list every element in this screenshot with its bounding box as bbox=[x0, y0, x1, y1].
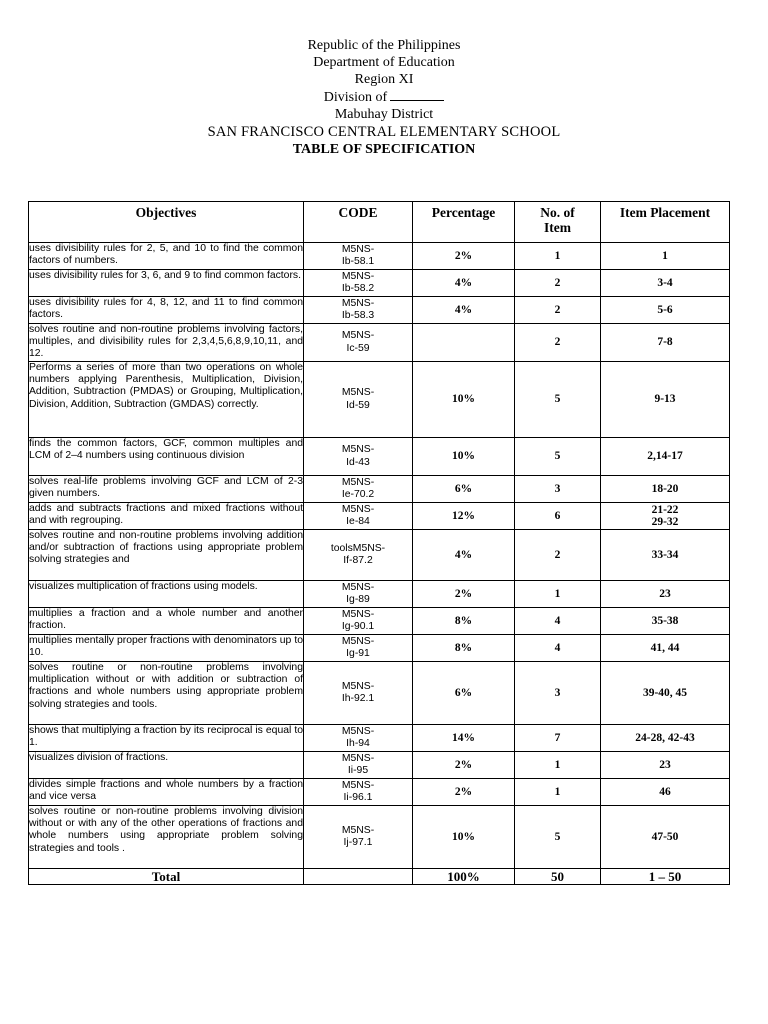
objective-cell: solves routine or non-routine problems involving division without or with any of the other operations of fractions and whole numbers using appropriate problem solving strategies and tools . bbox=[29, 806, 304, 869]
placement-line: 23 bbox=[659, 587, 671, 600]
item-count-cell: 4 bbox=[515, 635, 601, 662]
table-row bbox=[29, 806, 730, 869]
percentage-cell: 4% bbox=[413, 270, 515, 297]
item-placement-cell bbox=[601, 438, 730, 476]
item-placement-cell bbox=[601, 476, 730, 503]
item-count-cell: 3 bbox=[515, 476, 601, 503]
code-line: Ig-89 bbox=[346, 594, 370, 605]
placement-line: 33-34 bbox=[651, 548, 679, 561]
objective-cell: uses divisibility rules for 2, 5, and 10 to find the common factors of numbers. bbox=[29, 243, 304, 270]
code-line: Ib-58.2 bbox=[341, 283, 375, 294]
code-line: M5NS- bbox=[341, 387, 375, 399]
placement-line: 41, 44 bbox=[650, 641, 680, 654]
code-line: M5NS- bbox=[341, 608, 375, 620]
col-header-item-placement: Item Placement bbox=[601, 202, 730, 243]
table-row bbox=[29, 608, 730, 635]
table-row bbox=[29, 725, 730, 752]
objective-cell: shows that multiplying a fraction by its reciprocal is equal to 1. bbox=[29, 725, 304, 752]
item-placement-cell bbox=[601, 530, 730, 581]
school-name: SAN FRANCISCO CENTRAL ELEMENTARY SCHOOL bbox=[207, 123, 561, 140]
code-line: Ie-70.2 bbox=[341, 489, 375, 500]
placement-line: 2,14-17 bbox=[647, 450, 683, 463]
code-line: Ig-90.1 bbox=[341, 621, 375, 632]
division-line bbox=[0, 88, 768, 107]
code-cell bbox=[304, 297, 413, 324]
code-line: If-87.2 bbox=[343, 555, 373, 566]
table-row bbox=[29, 243, 730, 270]
percentage-cell: 2% bbox=[413, 243, 515, 270]
objective-cell: uses divisibility rules for 3, 6, and 9 to find common factors. bbox=[29, 270, 304, 297]
percentage-cell: 4% bbox=[413, 297, 515, 324]
item-placement-cell bbox=[601, 362, 730, 438]
item-placement-cell bbox=[601, 324, 730, 362]
objective-cell: solves real-life problems involving GCF and LCM of 2-3 given numbers. bbox=[29, 476, 304, 503]
objective-cell: multiplies mentally proper fractions with denominators up to 10. bbox=[29, 635, 304, 662]
code-cell bbox=[304, 725, 413, 752]
code-line: M5NS- bbox=[341, 503, 375, 515]
placement-line: 46 bbox=[659, 785, 671, 798]
table-row bbox=[29, 324, 730, 362]
code-line: Ih-92.1 bbox=[341, 693, 375, 704]
table-row bbox=[29, 635, 730, 662]
placement-line: 1 bbox=[662, 249, 668, 262]
placement-line: 35-38 bbox=[651, 614, 679, 627]
placement-line: 29-32 bbox=[651, 516, 679, 528]
code-line: M5NS- bbox=[341, 635, 375, 647]
code-line: M5NS- bbox=[341, 243, 375, 255]
item-count-cell: 2 bbox=[515, 324, 601, 362]
objective-cell: visualizes multiplication of fractions using models. bbox=[29, 581, 304, 608]
total-row bbox=[29, 869, 730, 885]
objective-cell: solves routine and non-routine problems involving addition and/or subtraction of fractions using appropriate problem solving strategies and bbox=[29, 530, 304, 581]
code-cell bbox=[304, 476, 413, 503]
table-row bbox=[29, 779, 730, 806]
col-header-code: CODE bbox=[304, 202, 413, 243]
item-count-cell: 2 bbox=[515, 530, 601, 581]
item-count-cell: 1 bbox=[515, 752, 601, 779]
percentage-cell: 2% bbox=[413, 752, 515, 779]
item-placement-cell bbox=[601, 270, 730, 297]
item-placement-cell bbox=[601, 779, 730, 806]
document-title: TABLE OF SPECIFICATION bbox=[292, 141, 476, 157]
percentage-cell: 8% bbox=[413, 608, 515, 635]
code-cell bbox=[304, 779, 413, 806]
code-line: Ij-97.1 bbox=[343, 837, 373, 848]
placement-line: 3-4 bbox=[657, 276, 673, 289]
code-line: M5NS- bbox=[341, 725, 375, 737]
code-cell bbox=[304, 608, 413, 635]
table-body bbox=[29, 243, 730, 869]
division-blank bbox=[390, 88, 444, 101]
code-line: Ii-96.1 bbox=[343, 792, 373, 803]
percentage-cell: 2% bbox=[413, 581, 515, 608]
percentage-cell: 6% bbox=[413, 662, 515, 725]
table-row bbox=[29, 662, 730, 725]
placement-line: 18-20 bbox=[651, 482, 679, 495]
code-cell bbox=[304, 503, 413, 530]
table-row bbox=[29, 476, 730, 503]
percentage-cell: 12% bbox=[413, 503, 515, 530]
table-row bbox=[29, 752, 730, 779]
department-line: Department of Education bbox=[313, 54, 455, 70]
item-count-cell: 4 bbox=[515, 608, 601, 635]
code-line: toolsM5NS- bbox=[330, 542, 386, 554]
code-line: Ib-58.1 bbox=[341, 256, 375, 267]
item-count-cell: 5 bbox=[515, 438, 601, 476]
percentage-cell: 4% bbox=[413, 530, 515, 581]
item-count-cell: 6 bbox=[515, 503, 601, 530]
table-header-row bbox=[29, 202, 730, 243]
specification-table bbox=[28, 201, 730, 885]
total-code-cell bbox=[304, 869, 413, 885]
code-line: Ic-59 bbox=[346, 342, 370, 354]
code-line: Ib-58.3 bbox=[341, 310, 375, 321]
code-line: M5NS- bbox=[341, 270, 375, 282]
percentage-cell: 10% bbox=[413, 438, 515, 476]
percentage-cell: 14% bbox=[413, 725, 515, 752]
objective-cell: multiplies a fraction and a whole number and another fraction. bbox=[29, 608, 304, 635]
item-count-cell: 1 bbox=[515, 581, 601, 608]
code-cell bbox=[304, 662, 413, 725]
item-count-cell: 5 bbox=[515, 806, 601, 869]
code-cell bbox=[304, 362, 413, 438]
code-line: Ih-94 bbox=[346, 738, 370, 749]
code-line: Ie-84 bbox=[346, 516, 370, 527]
objective-cell: finds the common factors, GCF, common multiples and LCM of 2–4 numbers using continuous division bbox=[29, 438, 304, 476]
republic-line: Republic of the Philippines bbox=[307, 38, 461, 53]
item-count-cell: 1 bbox=[515, 779, 601, 806]
percentage-cell: 10% bbox=[413, 806, 515, 869]
item-placement-cell bbox=[601, 635, 730, 662]
objective-cell: adds and subtracts fractions and mixed fractions without and with regrouping. bbox=[29, 503, 304, 530]
col-header-objectives: Objectives bbox=[29, 202, 304, 243]
total-label: Total bbox=[29, 869, 304, 885]
code-line: Id-59 bbox=[346, 399, 370, 411]
item-placement-cell bbox=[601, 752, 730, 779]
item-count-cell: 7 bbox=[515, 725, 601, 752]
item-count-cell: 1 bbox=[515, 243, 601, 270]
total-percentage: 100% bbox=[413, 869, 515, 885]
item-placement-cell bbox=[601, 608, 730, 635]
code-line: Id-43 bbox=[346, 456, 370, 468]
district-line: Mabuhay District bbox=[334, 107, 434, 123]
item-count-cell: 5 bbox=[515, 362, 601, 438]
objective-cell: solves routine or non-routine problems involving multiplication without or with addition or subtraction of fractions and whole numbers using appropriate problem solving strategies and tools. bbox=[29, 662, 304, 725]
col-header-percentage: Percentage bbox=[413, 202, 515, 243]
table-row bbox=[29, 362, 730, 438]
table-row bbox=[29, 438, 730, 476]
item-count-cell: 2 bbox=[515, 297, 601, 324]
percentage-cell: 2% bbox=[413, 779, 515, 806]
code-cell bbox=[304, 270, 413, 297]
placement-line: 5-6 bbox=[657, 303, 673, 316]
table-row bbox=[29, 503, 730, 530]
objective-cell: solves routine and non-routine problems involving factors, multiples, and divisibility rules for 2,3,4,5,6,8,9,10,11, and 12. bbox=[29, 324, 304, 362]
code-cell bbox=[304, 581, 413, 608]
placement-line: 23 bbox=[659, 758, 671, 771]
code-cell bbox=[304, 635, 413, 662]
item-count-cell: 2 bbox=[515, 270, 601, 297]
code-line: M5NS- bbox=[341, 476, 375, 488]
code-line: M5NS- bbox=[341, 297, 375, 309]
division-label: Division of bbox=[323, 90, 388, 106]
code-cell bbox=[304, 438, 413, 476]
item-count-cell: 3 bbox=[515, 662, 601, 725]
percentage-cell: 6% bbox=[413, 476, 515, 503]
percentage-cell bbox=[413, 324, 515, 362]
item-placement-cell bbox=[601, 725, 730, 752]
objective-cell: Performs a series of more than two operations on whole numbers applying Parenthesis, Multiplication, Division, Addition, Subtraction (PMDAS) or Grouping, Multiplication, Division, Addition, Subtraction (GMDAS) correctly. bbox=[29, 362, 304, 438]
item-placement-cell bbox=[601, 581, 730, 608]
code-cell bbox=[304, 324, 413, 362]
code-line: M5NS- bbox=[341, 824, 375, 836]
item-placement-cell bbox=[601, 503, 730, 530]
table-row bbox=[29, 581, 730, 608]
col-header-no-of-item bbox=[515, 202, 601, 243]
document-header bbox=[0, 38, 768, 159]
code-cell bbox=[304, 243, 413, 270]
table-row bbox=[29, 530, 730, 581]
table-row bbox=[29, 270, 730, 297]
item-placement-cell bbox=[601, 297, 730, 324]
code-line: M5NS- bbox=[341, 330, 375, 342]
code-line: Ig-91 bbox=[346, 648, 370, 659]
placement-line: 21-22 bbox=[651, 503, 679, 516]
total-items: 50 bbox=[515, 869, 601, 885]
code-line: M5NS- bbox=[341, 752, 375, 764]
percentage-cell: 8% bbox=[413, 635, 515, 662]
code-line: M5NS- bbox=[341, 444, 375, 456]
code-line: Ii-95 bbox=[347, 765, 369, 776]
code-cell bbox=[304, 752, 413, 779]
code-line: M5NS- bbox=[341, 779, 375, 791]
objective-cell: divides simple fractions and whole numbers by a fraction and vice versa bbox=[29, 779, 304, 806]
objective-cell: visualizes division of fractions. bbox=[29, 752, 304, 779]
code-cell bbox=[304, 806, 413, 869]
item-placement-cell bbox=[601, 806, 730, 869]
placement-line: 39-40, 45 bbox=[642, 686, 688, 699]
total-placement: 1 – 50 bbox=[601, 869, 730, 885]
item-placement-cell bbox=[601, 662, 730, 725]
region-line: Region XI bbox=[354, 71, 414, 87]
placement-line: 9-13 bbox=[654, 393, 676, 406]
placement-line: 24-28, 42-43 bbox=[635, 731, 695, 744]
code-cell bbox=[304, 530, 413, 581]
item-placement-cell bbox=[601, 243, 730, 270]
table-row bbox=[29, 297, 730, 324]
code-line: M5NS- bbox=[341, 680, 375, 692]
placement-line: 7-8 bbox=[657, 336, 673, 349]
objective-cell: uses divisibility rules for 4, 8, 12, and 11 to find common factors. bbox=[29, 297, 304, 324]
col-header-no-of-item-label: No. of Item bbox=[540, 205, 575, 235]
placement-line: 47-50 bbox=[651, 830, 679, 843]
code-line: M5NS- bbox=[341, 581, 375, 593]
percentage-cell: 10% bbox=[413, 362, 515, 438]
